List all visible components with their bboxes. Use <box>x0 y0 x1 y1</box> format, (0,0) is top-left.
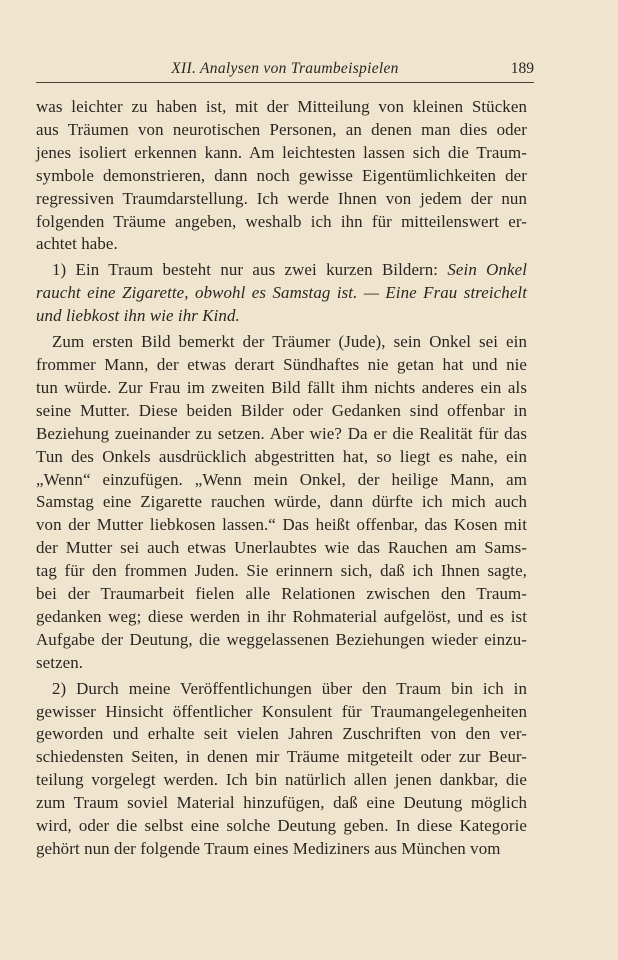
italic-text: Sein Onkel <box>447 260 527 280</box>
text-line <box>36 188 527 211</box>
text-run: zum Traum soviel Material hinzufügen, daß eine Deutung möglich <box>36 793 527 813</box>
text-run: 2) Durch meine Veröffentlichungen über den Traum bin ich in <box>52 678 527 698</box>
text-run: „Wenn“ einzufügen. „Wenn mein Onkel, der heilige Mann, am <box>36 469 527 489</box>
text-line <box>36 560 527 583</box>
text-line <box>36 142 527 165</box>
text-line <box>36 583 527 606</box>
paragraph <box>36 678 527 861</box>
page-header <box>36 60 534 83</box>
text-run: symbole demonstrieren, dann noch gewisse Eigentümlichkeiten der <box>36 165 527 185</box>
text-run: bei der Traumarbeit fielen alle Relationen zwischen den Traum- <box>36 584 527 604</box>
text-line <box>36 815 527 838</box>
italic-text: und liebkost ihn wie ihr Kind. <box>36 306 240 326</box>
italic-text: raucht eine Zigarette, obwohl es Samstag ist. — Eine Frau streichelt <box>36 283 527 303</box>
text-run: Aufgabe der Deutung, die weggelassenen Beziehungen wieder einzu- <box>36 629 527 649</box>
text-run: aus Träumen von neurotischen Personen, an denen man dies oder <box>36 119 527 139</box>
text-line <box>36 96 527 119</box>
text-run: setzen. <box>36 652 84 672</box>
text-line <box>36 701 527 724</box>
text-line <box>36 354 527 377</box>
text-line <box>36 119 527 142</box>
paragraph <box>36 259 527 328</box>
text-line <box>36 305 527 328</box>
text-run: geworden und erhalte seit vielen Jahren Zuschriften von den ver- <box>36 724 527 744</box>
text-line <box>36 746 527 769</box>
running-title: XII. Analysen von Traumbeispielen <box>171 60 399 77</box>
text-run: gewisser Hinsicht öffentlicher Konsulent für Traumangelegenheiten <box>36 701 527 721</box>
text-line <box>36 514 527 537</box>
text-line <box>36 606 527 629</box>
text-line <box>36 491 527 514</box>
text-line <box>36 377 527 400</box>
text-line <box>36 165 527 188</box>
text-line <box>36 282 527 305</box>
text-run: wird, oder die selbst eine solche Deutung geben. In diese Kategorie <box>36 816 527 836</box>
text-line <box>36 792 527 815</box>
text-line <box>36 423 527 446</box>
text-run: seine Mutter. Diese beiden Bilder oder Gedanken sind offenbar in <box>36 400 527 420</box>
text-line <box>36 678 527 701</box>
text-run: der Mutter sei auch etwas Unerlaubtes wie das Rauchen am Sams- <box>36 538 527 558</box>
text-run: gedanken weg; diese werden in ihr Rohmaterial aufgelöst, und es ist <box>36 606 527 626</box>
text-line <box>36 446 527 469</box>
text-run: achtet habe. <box>36 234 118 254</box>
body-text <box>36 96 527 861</box>
text-run: Tun des Onkels ausdrücklich abgestritten hat, so liegt es nahe, ein <box>36 446 527 466</box>
text-line <box>36 400 527 423</box>
text-line <box>36 469 527 492</box>
text-run: Zum ersten Bild bemerkt der Träumer (Jude), sein Onkel sei ein <box>52 332 527 352</box>
text-line <box>36 331 527 354</box>
text-run: Samstag eine Zigarette rauchen würde, dann dürfte ich mich auch <box>36 492 527 512</box>
text-run: von der Mutter liebkosen lassen.“ Das heißt offenbar, das Kosen mit <box>36 515 527 535</box>
text-line <box>36 769 527 792</box>
text-run: folgenden Träume angeben, weshalb ich ihn für mitteilenswert er- <box>36 211 527 231</box>
text-line <box>36 211 527 234</box>
text-run: schiedensten Seiten, in denen mir Träume mitgeteilt oder zur Beur- <box>36 747 527 767</box>
text-run: jenes isoliert erkennen kann. Am leichtesten lassen sich die Traum- <box>36 142 527 162</box>
page-number: 189 <box>510 60 534 77</box>
text-line <box>36 723 527 746</box>
text-line <box>36 233 527 256</box>
text-line <box>36 652 527 675</box>
text-run: tag für den frommen Juden. Sie erinnern sich, daß ich Ihnen sagte, <box>36 561 527 581</box>
text-run: gehört nun der folgende Traum eines Mediziners aus München vom <box>36 839 501 858</box>
text-run: regressiven Traumdarstellung. Ich werde Ihnen von jedem der nun <box>36 188 527 208</box>
text-line <box>36 537 527 560</box>
text-run: was leichter zu haben ist, mit der Mitteilung von kleinen Stücken <box>36 97 527 116</box>
text-run: teilung vorgelegt werden. Ich bin natürlich allen jenen dankbar, die <box>36 770 527 790</box>
text-line <box>36 629 527 652</box>
paragraph <box>36 331 527 675</box>
text-line <box>36 838 527 861</box>
paragraph <box>36 96 527 256</box>
text-line <box>36 259 527 282</box>
text-run: frommer Mann, der etwas derart Sündhaftes nie getan hat und nie <box>36 354 527 374</box>
text-run: 1) Ein Traum besteht nur aus zwei kurzen Bildern: <box>52 260 448 280</box>
text-run: Beziehung zueinander zu setzen. Aber wie? Da er die Realität für das <box>36 423 527 443</box>
text-run: tun würde. Zur Frau im zweiten Bild fällt ihm nichts anderes ein als <box>36 377 527 397</box>
